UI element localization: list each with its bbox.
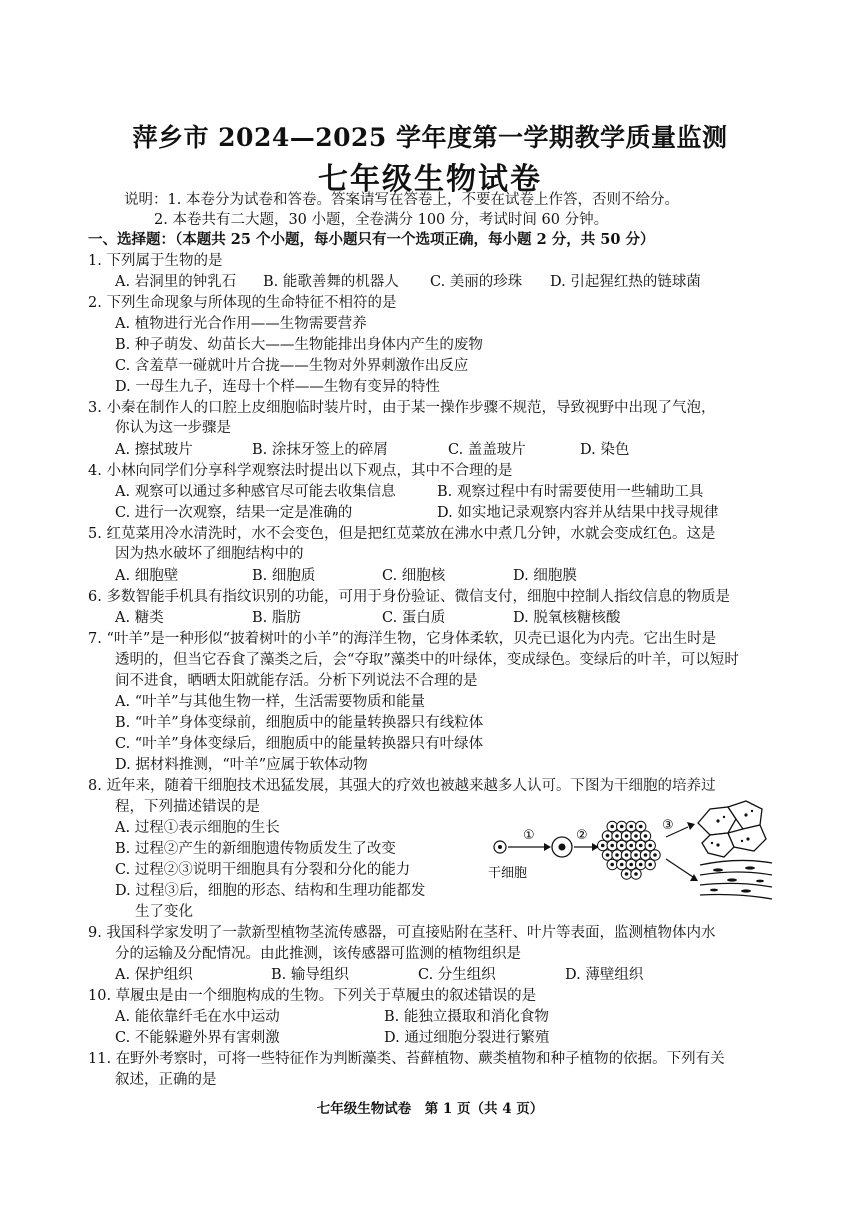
step-3-label: ③ [662, 818, 674, 833]
q7-option-a: A. “叶羊”与其他生物一样，生活需要物质和能量 [115, 694, 426, 710]
q2-option-c: C. 含羞草一碰就叶片合拢——生物对外界刺激作出反应 [115, 358, 469, 374]
q10-option-d: D. 通过细胞分裂进行繁殖 [384, 1030, 550, 1046]
cluster-cell-nucleus [629, 825, 633, 829]
question-7-stem-cont-2: 间不进食，晒晒太阳就能存活。分析下列说法不合理的是 [115, 673, 478, 689]
q8-option-b: B. 过程②产生的新细胞遗传物质发生了改变 [115, 841, 396, 857]
q5-option-d: D. 细胞膜 [513, 568, 577, 584]
q6-option-b: B. 脂肪 [252, 610, 301, 626]
q9-option-a: A. 保护组织 [115, 967, 193, 983]
arrow-3-lower-head [690, 874, 698, 881]
q2-option-a: A. 植物进行光合作用——生物需要营养 [115, 316, 367, 332]
cluster-cell-nucleus [610, 844, 614, 848]
question-4-stem: 4. 小林向同学们分享科学观察法时提出以下观点，其中不合理的是 [88, 463, 513, 479]
q1-option-a: A. 岩洞里的钟乳石 [115, 274, 237, 290]
question-9-stem-cont: 分的运输及分配情况。由此推测，该传感器可监测的植物组织是 [115, 946, 521, 962]
question-8-stem-cont: 程，下列描述错误的是 [115, 799, 260, 815]
cluster-cell-nucleus [625, 853, 629, 857]
cluster-cell-nucleus [620, 863, 624, 867]
stem-cell-label: 干细胞 [488, 866, 528, 881]
question-6-stem: 6. 多数智能手机具有指纹识别的功能，可用于身份验证、微信支付，细胞中控制人指纹信息的物质是 [88, 589, 730, 605]
q10-option-c: C. 不能躲避外界有害刺激 [115, 1030, 280, 1046]
cluster-cell-nucleus [606, 834, 610, 838]
cluster-cell-nucleus [620, 844, 624, 848]
page-footer: 七年级生物试卷 第 1 页（共 4 页） [316, 1101, 544, 1117]
q8-option-d: D. 过程③后，细胞的形态、结构和生理功能都发 [115, 883, 426, 899]
question-3-stem: 3. 小秦在制作人的口腔上皮细胞临时装片时，由于某一操作步骤不规范，导致视野中出现了气泡， [88, 400, 716, 416]
question-1-stem: 1. 下列属于生物的是 [88, 253, 223, 269]
cluster-cell-nucleus [634, 853, 638, 857]
cluster-cell-nucleus [653, 853, 657, 857]
arrow-1-head [544, 843, 551, 851]
cluster-cell-nucleus [601, 844, 605, 848]
exam-subtitle: 七年级生物试卷 [318, 162, 542, 197]
cluster-cell-nucleus [610, 825, 614, 829]
q5-option-b: B. 细胞质 [252, 568, 316, 584]
q4-option-c: C. 进行一次观察，结果一定是准确的 [115, 505, 353, 521]
section-heading: 一、选择题：（本题共 25 个小题，每小题只有一个选项正确，每小题 2 分，共 50 分） [88, 231, 655, 248]
q6-option-c: C. 蛋白质 [382, 610, 446, 626]
cluster-cell-nucleus [625, 872, 629, 876]
question-7-stem-cont-1: 透明的，但当它吞食了藻类之后，会“夺取”藻类中的叶绿体，变成绿色。变绿后的叶羊，可以短时 [115, 652, 739, 668]
cluster-cell-nucleus [629, 844, 633, 848]
q10-option-b: B. 能独立摄取和消化食物 [384, 1009, 549, 1025]
differentiated-tissue-upper [698, 801, 766, 857]
exam-title: 萍乡市 2024—2025 学年度第一学期教学质量监测 [132, 123, 728, 152]
q7-option-d: D. 据材料推测，“叶羊”应属于软体动物 [115, 757, 368, 773]
cluster-cell-nucleus [615, 834, 619, 838]
q5-option-c: C. 细胞核 [382, 568, 446, 584]
cluster-cell-nucleus [639, 844, 643, 848]
cell-cluster [598, 821, 661, 879]
cluster-cell-nucleus [615, 853, 619, 857]
q9-option-d: D. 薄壁组织 [565, 967, 644, 983]
arrow-3-upper-head [687, 822, 695, 830]
step-2-label: ② [576, 828, 588, 843]
q2-option-d: D. 一母生九子，连母十个样——生物有变异的特性 [115, 379, 440, 395]
cluster-cell-nucleus [639, 863, 643, 867]
step-1-label: ① [523, 828, 535, 843]
q7-option-c: C. “叶羊”身体变绿后，细胞质中的能量转换器只有叶绿体 [115, 736, 484, 752]
cluster-cell-nucleus [644, 834, 648, 838]
q7-option-b: B. “叶羊”身体变绿前，细胞质中的能量转换器只有线粒体 [115, 715, 484, 731]
q3-option-a: A. 擦拭玻片 [115, 442, 193, 458]
question-5-stem-cont: 因为热水破坏了细胞结构中的 [115, 546, 304, 562]
q2-option-b: B. 种子萌发、幼苗长大——生物能排出身体内产生的废物 [115, 337, 483, 353]
question-3-stem-cont: 你认为这一步骤是 [115, 420, 231, 436]
arrow-3-lower [666, 859, 693, 877]
cluster-cell-nucleus [629, 863, 633, 867]
question-8-stem: 8. 近年来，随着干细胞技术迅猛发展，其强大的疗效也被越来越多人认可。下图为干细胞的培养过 [88, 778, 716, 794]
question-5-stem: 5. 红苋菜用冷水清洗时，水不会变色，但是把红苋菜放在沸水中煮几分钟，水就会变成红色。这是 [88, 526, 716, 542]
stem-cell-diagram-svg [488, 795, 773, 905]
question-11-stem: 11. 在野外考察时，可将一些特征作为判断藻类、苔藓植物、蕨类植物和种子植物的依据。下列有关 [88, 1051, 725, 1067]
q1-option-b: B. 能歌善舞的机器人 [263, 274, 399, 290]
cluster-cell-nucleus [620, 825, 624, 829]
q3-option-c: C. 盖盖玻片 [448, 442, 526, 458]
question-10-stem: 10. 草履虫是由一个细胞构成的生物。下列关于草履虫的叙述错误的是 [88, 988, 537, 1004]
cluster-cell-nucleus [634, 872, 638, 876]
cluster-cell-nucleus [634, 834, 638, 838]
stem-cell-grown [552, 837, 572, 857]
cluster-cell-nucleus [648, 863, 652, 867]
q9-option-b: B. 输导组织 [271, 967, 349, 983]
q4-option-b: B. 观察过程中有时需要使用一些辅助工具 [437, 484, 704, 500]
q4-option-d: D. 如实地记录观察内容并从结果中找寻规律 [437, 505, 719, 521]
question-2-stem: 2. 下列生命现象与所体现的生命特征不相符的是 [88, 295, 397, 311]
cluster-cell-nucleus [610, 863, 614, 867]
instructions-line-2: 2. 本卷共有二大题，30 小题，全卷满分 100 分，考试时间 60 分钟。 [154, 212, 609, 228]
cluster-cell-nucleus [639, 825, 643, 829]
q8-option-c: C. 过程②③说明干细胞具有分裂和分化的能力 [115, 862, 411, 878]
stem-cell-diagram [488, 795, 773, 905]
q6-option-a: A. 糖类 [115, 610, 164, 626]
q4-option-a: A. 观察可以通过多种感官尽可能去收集信息 [115, 484, 396, 500]
instructions-line-1: 说明：1. 本卷分为试卷和答卷。答案请写在答卷上，不要在试卷上作答，否则不给分。 [124, 192, 679, 208]
cluster-cell-nucleus [625, 834, 629, 838]
q8-option-a: A. 过程①表示细胞的生长 [115, 820, 280, 836]
question-11-stem-cont: 叙述，正确的是 [115, 1072, 217, 1088]
q3-option-b: B. 涂抹牙签上的碎屑 [252, 442, 388, 458]
q5-option-a: A. 细胞壁 [115, 568, 179, 584]
q1-option-c: C. 美丽的珍珠 [430, 274, 523, 290]
q1-option-d: D. 引起猩红热的链球菌 [550, 274, 701, 290]
q8-option-d-cont: 生了变化 [135, 904, 193, 920]
differentiated-tissue-lower [700, 860, 772, 899]
cluster-cell-nucleus [644, 853, 648, 857]
cluster-cell-nucleus [648, 844, 652, 848]
question-7-stem: 7. “叶羊”是一种形似“披着树叶的小羊”的海洋生物，它身体柔软，贝壳已退化为内壳。它出生时是 [88, 631, 717, 647]
q9-option-c: C. 分生组织 [418, 967, 496, 983]
cluster-cell-nucleus [606, 853, 610, 857]
stem-cell-small [494, 841, 506, 853]
q10-option-a: A. 能依靠纤毛在水中运动 [115, 1009, 280, 1025]
q6-option-d: D. 脱氧核糖核酸 [513, 610, 621, 626]
q3-option-d: D. 染色 [580, 442, 630, 458]
question-9-stem: 9. 我国科学家发明了一款新型植物茎流传感器，可直接贴附在茎秆、叶片等表面，监测植物体内水 [88, 925, 716, 941]
